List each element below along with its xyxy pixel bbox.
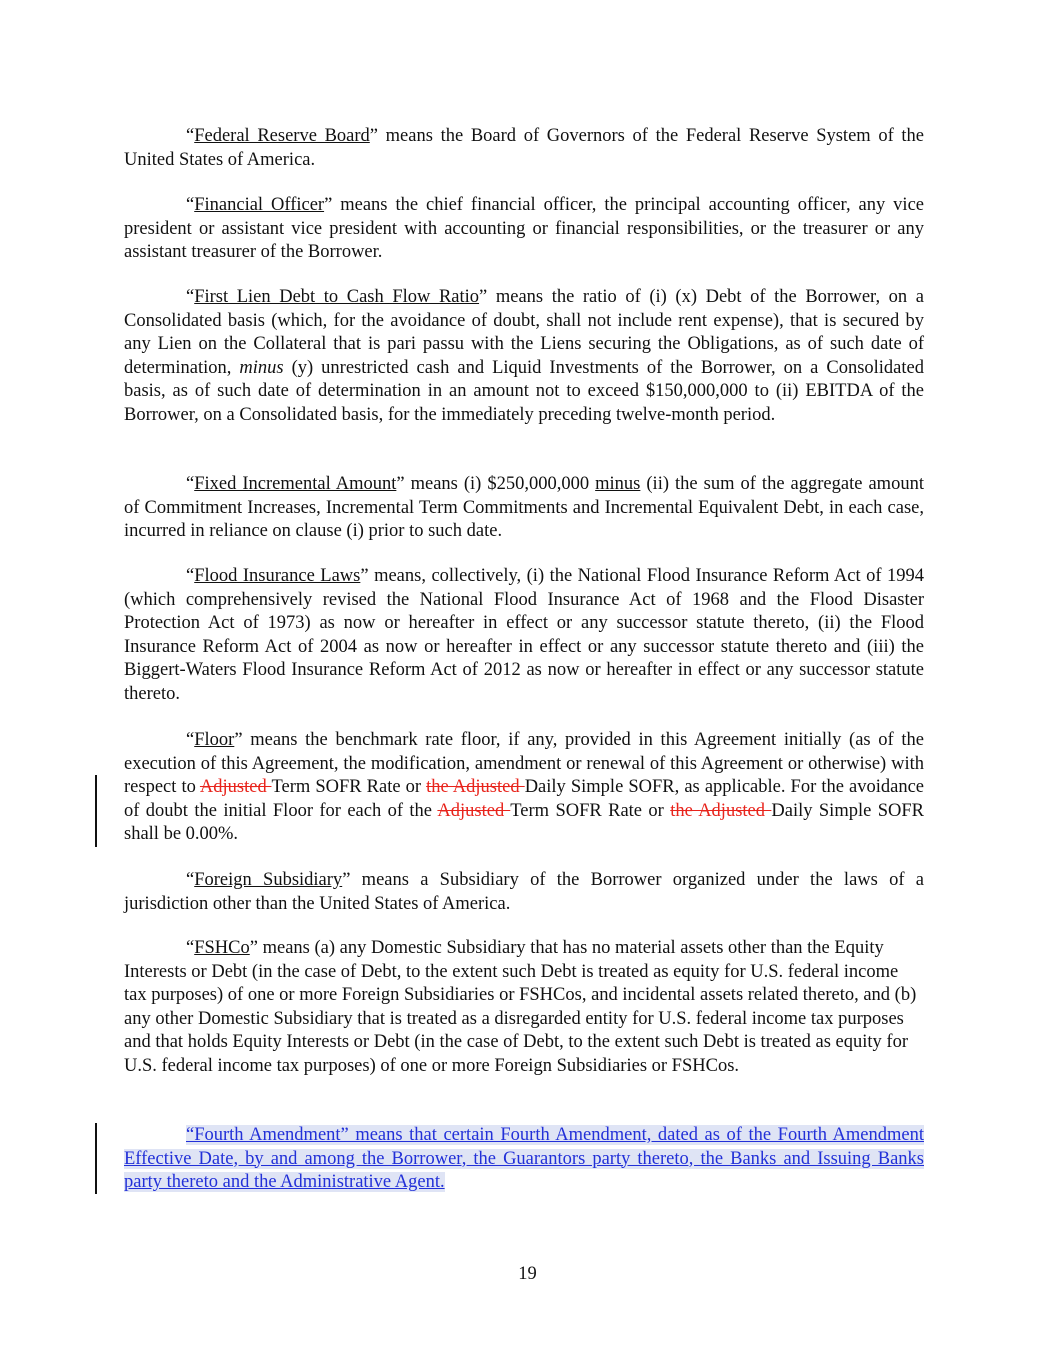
definition-foreign-subsidiary: “Foreign Subsidiary” means a Subsidiary of the Borrower organized under the laws of a jurisdiction other than the United States of America.: [124, 870, 924, 914]
defined-term: Fixed Incremental Amount: [194, 474, 397, 494]
definition-floor: “Floor” means the benchmark rate floor, if any, provided in this Agreement initially (as of the execution of this Agreement, the modification, amendment or renewal of this Agreement or otherwise) with respect to Adjusted Term SOFR Rate or the Adjusted Daily Simple SOFR, as applicable. For the avoidance of doubt the initial Floor for each of the Adjusted Term SOFR Rate or the Adjusted Daily Simple SOFR shall be 0.00%.: [124, 730, 924, 844]
defined-term: FSHCo: [194, 938, 250, 958]
deleted-text: the Adjusted: [670, 800, 772, 821]
definition-first-lien-debt: “First Lien Debt to Cash Flow Ratio” means the ratio of (i) (x) Debt of the Borrower, on a Consolidated basis (which, for the avoidance of doubt, shall not include rent expense), that is secured by any Lien on the Collateral that is pari passu with the Liens securing the Obligations, as of such date of determination, minus (y) unrestricted cash and Liquid Investments of the Borrower, on a Consolidated basis, as of such date of determination in an amount not to exceed $150,000,000 to (ii) EBITDA of the Borrower, on a Consolidated basis, for the immediately preceding twelve-month period.: [124, 287, 924, 425]
defined-term: Federal Reserve Board: [194, 126, 370, 146]
defined-term: Flood Insurance Laws: [194, 566, 361, 586]
change-bar: [95, 775, 97, 847]
definition-fixed-incremental-amount: “Fixed Incremental Amount” means (i) $250,000,000 minus (ii) the sum of the aggregate amount of Commitment Increases, Incremental Term Commitments and Incremental Equivalent Debt, in each case, incurred in reliance on clause (i) prior to such date.: [124, 474, 924, 541]
defined-term: Financial Officer: [194, 195, 325, 215]
defined-term: First Lien Debt to Cash Flow Ratio: [194, 287, 480, 307]
definition-federal-reserve-board: “Federal Reserve Board” means the Board of Governors of the Federal Reserve System of the United States of America.: [124, 126, 924, 170]
change-bar: [95, 1123, 97, 1194]
definition-fourth-amendment: [124, 1124, 924, 1195]
definition-fshco: “FSHCo” means (a) any Domestic Subsidiary that has no material assets other than the Equity Interests or Debt (in the case of Debt, to the extent such Debt is treated as equity for U.S. federal income tax purposes) of one or more Foreign Subsidiaries or FSHCos, and incidental assets related thereto, and (b) any other Domestic Subsidiary that is treated as a disregarded entity for U.S. federal income tax purposes and that holds Equity Interests or Debt (in the case of Debt, to the extent such Debt is treated as equity for U.S. federal income tax purposes) of one or more Foreign Subsidiaries or FSHCos.: [124, 938, 917, 1076]
inserted-text: “Fourth Amendment” means that certain Fourth Amendment, dated as of the Fourth Amendment Effective Date, by and among the Borrower, the Guarantors party thereto, the Banks and Issuing Banks party thereto and the Administrative Agent.: [124, 1125, 924, 1192]
defined-term: Floor: [194, 730, 235, 750]
deleted-text: Adjusted: [437, 800, 511, 821]
defined-term: Foreign Subsidiary: [194, 870, 343, 890]
definition-financial-officer: “Financial Officer” means the chief financial officer, the principal accounting officer, any vice president or assistant vice president with accounting or financial responsibilities, or the treasurer or any assistant treasurer of the Borrower.: [124, 195, 924, 262]
page-number: 19: [518, 1264, 537, 1284]
deleted-text: the Adjusted: [426, 777, 525, 797]
deleted-text: Adjusted: [199, 777, 272, 797]
definition-flood-insurance-laws: “Flood Insurance Laws” means, collectively, (i) the National Flood Insurance Reform Act of 1994 (which comprehensively revised the National Flood Insurance Act of 1968 and the Flood Disaster Protection Act of 1973) as now or hereafter in effect or any successor statute thereto, (ii) the Flood Insurance Reform Act of 2004 as now or hereafter in effect or any successor statute thereto and (iii) the Biggert-Waters Flood Insurance Reform Act of 2012 as now or hereafter in effect or any successor statute thereto.: [124, 566, 924, 704]
